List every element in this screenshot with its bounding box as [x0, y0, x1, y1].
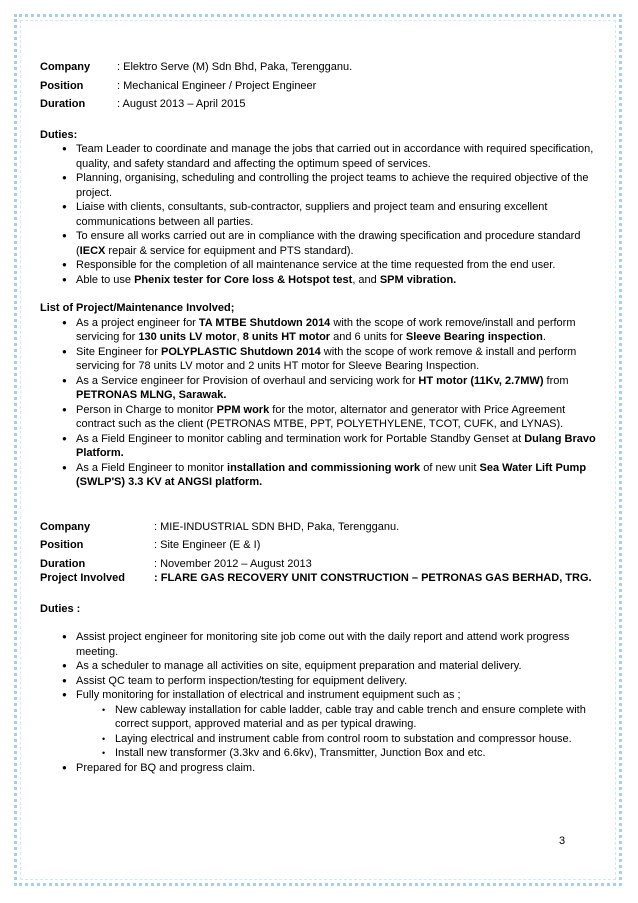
job2-project-row — [40, 571, 600, 586]
job1-duration-row — [40, 97, 600, 112]
duration-label: Duration — [40, 557, 86, 570]
project-item: ● As a Field Engineer to monitor cabling and termination work for Portable Standby Genset at Dulang Bravo Platform. — [40, 432, 600, 461]
duty-item: ● Prepared for BQ and progress claim. — [40, 761, 600, 776]
project-value: : FLARE GAS RECOVERY UNIT CONSTRUCTION – PETRONAS GAS BERHAD, TRG. — [154, 572, 592, 584]
duty-item: ● Responsible for the completion of all maintenance service at the time requested from the end user. — [40, 258, 600, 273]
projects-heading: List of Project/Maintenance Involved; — [40, 302, 235, 314]
position-value: : Site Engineer (E & I) — [154, 539, 261, 551]
job2-duties-list — [40, 630, 600, 775]
duty-item: ● Assist project engineer for monitoring site job come out with the daily report and attend work progress meeting. — [40, 630, 600, 659]
project-label: Project Involved — [40, 572, 125, 584]
position-label: Position — [40, 79, 84, 92]
job1-company-row — [40, 60, 600, 75]
company-label: Company — [40, 520, 91, 533]
duration-value: : November 2012 – August 2013 — [154, 557, 312, 570]
job2-duties-heading: Duties : — [40, 602, 81, 615]
duty-item: ● Assist QC team to perform inspection/testing for equipment delivery. — [40, 674, 600, 689]
company-value: : MIE-INDUSTRIAL SDN BHD, Paka, Terengganu. — [154, 520, 400, 533]
project-item: ● As a project engineer for TA MTBE Shutdown 2014 with the scope of work remove/install and perform servicing for 130 units LV motor, 8 units HT motor and 6 units for Sleeve Bearing inspection. — [40, 316, 600, 345]
duty-item: ● Able to use Phenix tester for Core loss & Hotspot test, and SPM vibration. — [40, 273, 600, 288]
duration-value: : August 2013 – April 2015 — [117, 98, 246, 110]
sub-duty-item: • Laying electrical and instrument cable from control room to substation and compressor house. — [40, 732, 600, 747]
project-item: ● As a Field Engineer to monitor installation and commissioning work of new unit Sea Water Lift Pump (SWLP'S) 3.3 KV at ANGSI platform. — [40, 461, 600, 490]
job1-position-row — [40, 79, 600, 94]
company-value: : Elektro Serve (M) Sdn Bhd, Paka, Terengganu. — [117, 61, 353, 73]
page-number: 3 — [559, 835, 566, 847]
position-value: : Mechanical Engineer / Project Engineer — [117, 79, 317, 92]
position-label: Position — [40, 539, 84, 551]
project-item: ● As a Service engineer for Provision of overhaul and servicing work for HT motor (11Kv, 2.7MW) from PETRONAS MLNG, Sarawak. — [40, 374, 600, 403]
duty-item: ● Fully monitoring for installation of electrical and instrument equipment such as ; — [40, 688, 600, 703]
project-item: ● Person in Charge to monitor PPM work for the motor, alternator and generator with Price Agreement contract such as the client (PETRONAS MTBE, PPT, POLYETHYLENE, TCOT, CUFK, and LYNAS). — [40, 403, 600, 432]
sub-duty-item: • Install new transformer (3.3kv and 6.6kv), Transmitter, Junction Box and etc. — [40, 746, 600, 761]
duty-item: ● Team Leader to coordinate and manage the jobs that carried out in accordance with required specification, quality, and safety standard and affecting the optimum speed of services. — [40, 142, 600, 171]
project-item: ● Site Engineer for POLYPLASTIC Shutdown 2014 with the scope of work remove & install and perform servicing for 78 units LV motor and 2 units HT motor for Sleeve Bearing Inspection. — [40, 345, 600, 374]
sub-duty-item: • New cableway installation for cable ladder, cable tray and cable trench and ensure complete with correct support, approved material and as per typical drawing. — [40, 703, 600, 732]
job2-position-row — [40, 538, 600, 553]
resume-page — [40, 60, 600, 775]
job2-duration-row — [40, 557, 600, 572]
company-label: Company — [40, 61, 91, 73]
duty-item: ● Liaise with clients, consultants, sub-contractor, suppliers and project team and ensuring excellent communications between all parties. — [40, 200, 600, 229]
job2-company-row — [40, 520, 600, 535]
duration-label: Duration — [40, 98, 86, 110]
duty-item: ● To ensure all works carried out are in compliance with the drawing specification and procedure standard (IECX repair & service for equipment and PTS standard). — [40, 229, 600, 258]
job1-duties-heading: Duties: — [40, 128, 78, 141]
job1-duties-list — [40, 142, 600, 287]
duty-item: ● Planning, organising, scheduling and controlling the project teams to achieve the required objective of the project. — [40, 171, 600, 200]
projects-list — [40, 316, 600, 490]
duty-item: ● As a scheduler to manage all activities on site, equipment preparation and material delivery. — [40, 659, 600, 674]
